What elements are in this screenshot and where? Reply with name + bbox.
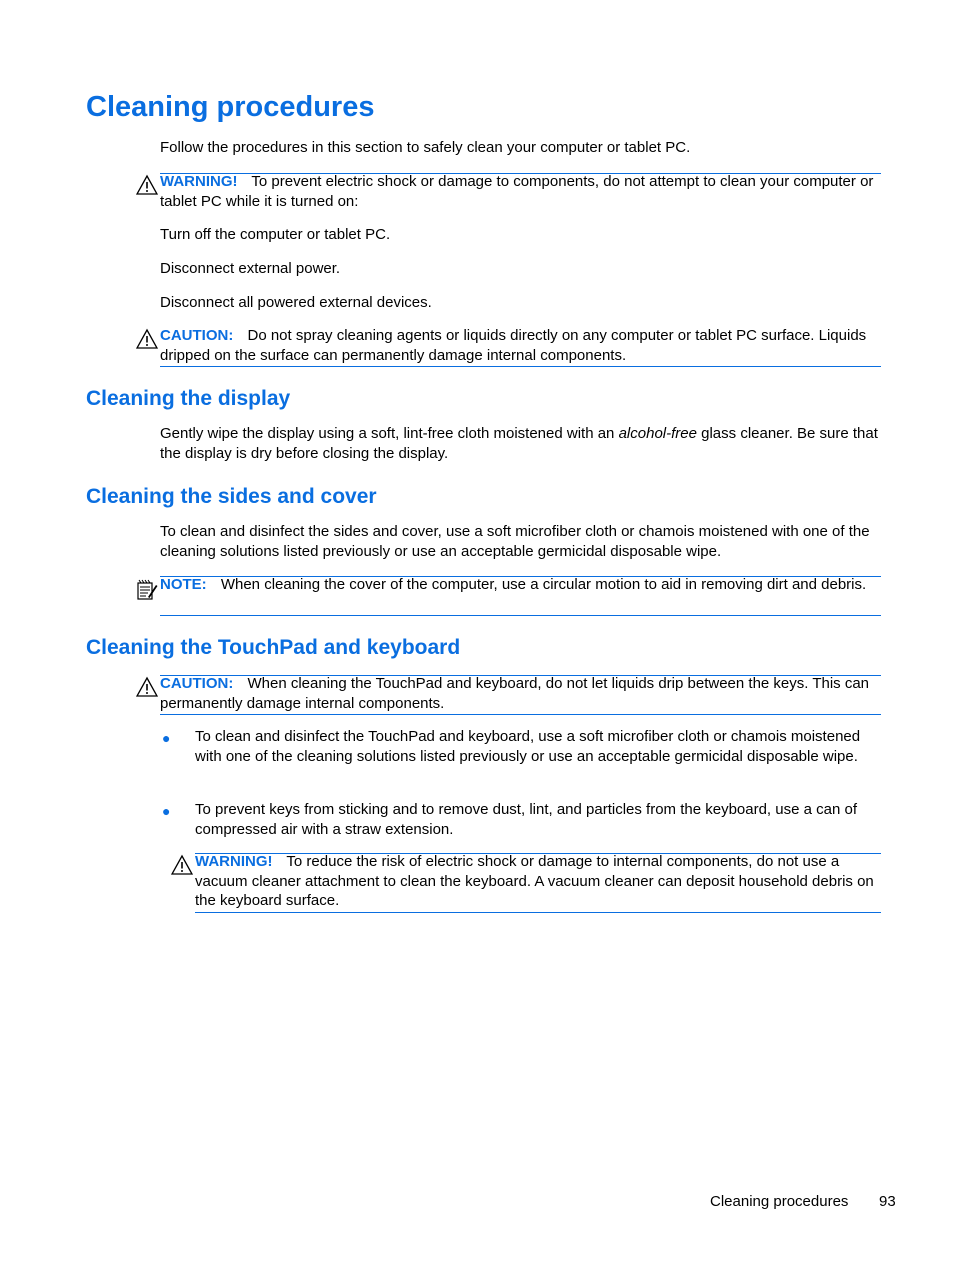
caution-label: CAUTION: xyxy=(160,675,234,692)
warning-text: To prevent electric shock or damage to components, do not attempt to clean your computer or tablet PC while it is turned on: xyxy=(160,173,874,210)
step-item: Turn off the computer or tablet PC. xyxy=(160,226,391,243)
caution-notice xyxy=(160,328,881,367)
note-pad-icon xyxy=(136,579,158,601)
section-heading-touchpad: Cleaning the TouchPad and keyboard xyxy=(86,636,461,659)
warning-label: WARNING! xyxy=(195,853,273,870)
note-notice xyxy=(160,576,881,616)
section-heading-sides: Cleaning the sides and cover xyxy=(86,485,377,508)
caution-triangle-icon xyxy=(136,676,158,698)
page-number: 93 xyxy=(879,1193,896,1210)
step-item: Disconnect external power. xyxy=(160,260,341,277)
warning-notice xyxy=(160,173,881,212)
note-text: When cleaning the cover of the computer, use a circular motion to aid in removing dirt and debris. xyxy=(220,576,867,593)
list-item: To clean and disinfect the TouchPad and keyboard, use a soft microfiber cloth or chamois moistened with one of the cleaning solutions listed previously or use an acceptable germicidal disposable wipe. xyxy=(195,728,861,765)
list-item: To prevent keys from sticking and to remove dust, lint, and particles from the keyboard, use a can of compressed air with a straw extension. xyxy=(195,801,857,838)
caution-text: Do not spray cleaning agents or liquids directly on any computer or tablet PC surface. Liquids dripped on the surface can permanently damage internal components. xyxy=(160,327,867,364)
caution-label: CAUTION: xyxy=(160,327,234,344)
bullet-dot: ● xyxy=(162,730,171,746)
warning-triangle-icon xyxy=(136,174,158,196)
alcohol-free-emphasis: alcohol-free xyxy=(618,425,697,442)
warning-notice xyxy=(195,853,881,913)
note-label: NOTE: xyxy=(160,576,207,593)
caution-text: When cleaning the TouchPad and keyboard, do not let liquids drip between the keys. This can permanently damage internal components. xyxy=(160,675,870,712)
page-title: Cleaning procedures xyxy=(86,91,375,123)
warning-triangle-icon xyxy=(171,854,193,876)
warning-text: To reduce the risk of electric shock or damage to internal components, do not use a vacuum cleaner attachment to clean the keyboard. A vacuum cleaner can deposit household debris on the keyboard surface. xyxy=(195,853,874,909)
step-item: Disconnect all powered external devices. xyxy=(160,294,432,311)
sides-paragraph: To clean and disinfect the sides and cover, use a soft microfiber cloth or chamois moistened with one of the cleaning solutions listed previously or use an acceptable germicidal disposable wipe. xyxy=(160,523,870,560)
caution-notice xyxy=(160,675,881,715)
footer-section-title: Cleaning procedures xyxy=(710,1193,849,1210)
caution-triangle-icon xyxy=(136,328,158,350)
section-heading-display: Cleaning the display xyxy=(86,387,291,410)
display-paragraph: Gently wipe the display using a soft, lint-free cloth moistened with an alcohol-free glass cleaner. Be sure that the display is dry before closing the display. xyxy=(160,425,878,462)
warning-label: WARNING! xyxy=(160,173,238,190)
intro-paragraph: Follow the procedures in this section to safely clean your computer or tablet PC. xyxy=(160,139,691,156)
bullet-dot: ● xyxy=(162,803,171,819)
